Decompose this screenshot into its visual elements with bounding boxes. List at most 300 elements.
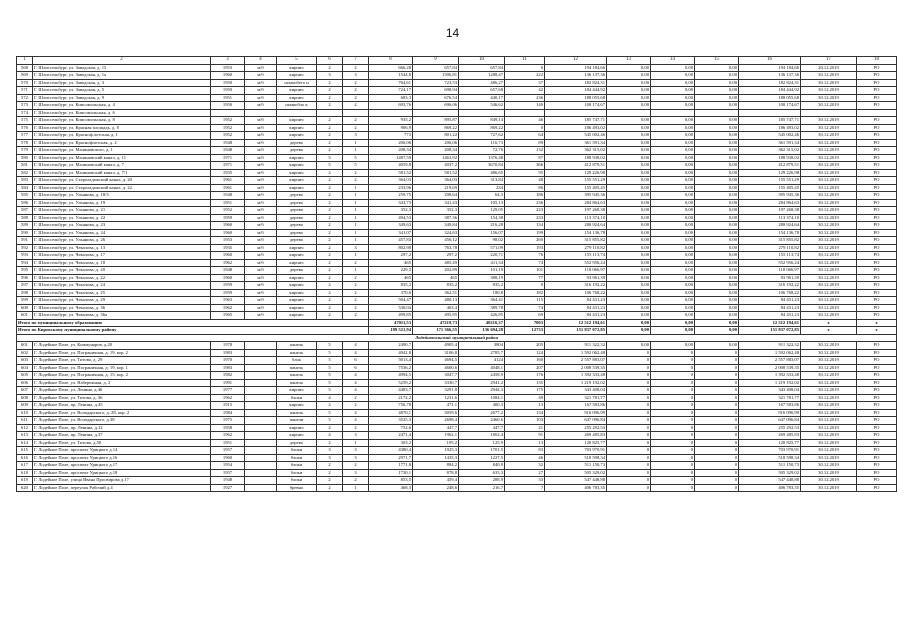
table-cell: 0 (505, 282, 545, 290)
table-cell: 0 (651, 484, 695, 492)
table-cell: 124 (505, 349, 545, 357)
table-cell: РО (857, 94, 897, 102)
table-cell: 0 (651, 432, 695, 440)
table-cell: 129 226,98 (739, 169, 801, 177)
table-cell: 647 096,84 (545, 417, 607, 425)
table-cell: 0 (651, 417, 695, 425)
table-cell: 5 (343, 162, 369, 170)
table-cell: РО (857, 64, 897, 72)
table-cell: 587 (17, 207, 33, 215)
table-cell: 1962 (211, 304, 245, 312)
table-cell: 84 431,23 (739, 312, 801, 320)
table-cell: РО (857, 177, 897, 185)
table-cell: 1 (343, 184, 369, 192)
table-cell: 2 (317, 244, 343, 252)
table-cell: 194 184,66 (739, 64, 801, 72)
table-cell: 0,00 (695, 64, 739, 72)
table-cell: 0,00 (607, 214, 651, 222)
table-cell: 116,73 (459, 139, 505, 147)
table-cell: 607 (17, 387, 33, 395)
table-cell: 5 (317, 342, 343, 350)
table-cell: 0,00 (695, 267, 739, 275)
table-cell: 2 (343, 124, 369, 132)
table-cell: 2460,6 (459, 417, 505, 425)
table-cell: 64 (505, 132, 545, 140)
table-cell: 0 (607, 432, 651, 440)
table-cell: 30.12.2019 (801, 394, 857, 402)
table-cell: 30.12.2019 (801, 267, 857, 275)
table-cell: 547 448,88 (739, 477, 801, 485)
table-cell: РО (857, 349, 897, 357)
table-cell: 2941,2 (459, 379, 505, 387)
table-cell: 30.12.2019 (801, 417, 857, 425)
table-cell: 5 (317, 162, 343, 170)
table-cell: 1959 (211, 282, 245, 290)
table-cell: 4048,1 (459, 364, 505, 372)
table-cell: 0,00 (695, 162, 739, 170)
table-cell: 727,62 (459, 132, 505, 140)
table-cell: 0,00 (695, 282, 739, 290)
table-cell: кирпич (277, 94, 317, 102)
table-cell: 1 (343, 222, 369, 230)
table-cell: 0,00 (607, 72, 651, 80)
table-cell: 30.12.2019 (801, 409, 857, 417)
table-cell: Г. Шлиссельбург, ул. Ульянова, д. 23 (33, 222, 211, 230)
table-cell: Г. Лодейное Поле, ул. Пограничная, д. 19, кор. 1 (33, 364, 211, 372)
table-cell: Г. Шлиссельбург, ул. Чекалова, д. 18 (33, 259, 211, 267)
table-cell: 0,00 (607, 147, 651, 155)
table-cell: кирпич (277, 132, 317, 140)
table-cell: 14 (651, 57, 695, 65)
table-cell: 2 (343, 169, 369, 177)
table-cell: 406 783,35 (739, 484, 801, 492)
table-cell: кирпич (277, 252, 317, 260)
table-cell: 0 (651, 402, 695, 410)
table-cell: 617 (17, 462, 33, 470)
table-cell: 2172,2 (369, 394, 413, 402)
table-cell: 361 591,34 (545, 139, 607, 147)
table-cell (245, 409, 277, 417)
table-cell: кирпич (277, 244, 317, 252)
table-cell: 4 (343, 349, 369, 357)
table-cell: Г. Шлиссельбург, ул. Красноф.лотская, д. 1 (33, 132, 211, 140)
table-cell: 136 137,36 (545, 72, 607, 80)
table-cell: 223 (505, 207, 545, 215)
table-cell: 395 945,36 (545, 192, 607, 200)
table-cell: 91 (505, 432, 545, 440)
table-cell: шлакобето н (277, 79, 317, 87)
table-cell: 4380,4 (369, 447, 413, 455)
table-cell: 0,00 (695, 94, 739, 102)
table-cell: 5 (317, 364, 343, 372)
table-cell: 0 (651, 387, 695, 395)
table-cell: 0,00 (607, 124, 651, 132)
table-cell (245, 357, 277, 365)
table-cell: кирпич (277, 282, 317, 290)
table-cell: 2 (317, 177, 343, 185)
table-cell: 0 (607, 364, 651, 372)
table-cell: 1957 (211, 469, 245, 477)
table-cell: 72,76 (459, 147, 505, 155)
table-cell: 156,07 (459, 229, 505, 237)
table-cell: 0 (607, 477, 651, 485)
table-cell: 552 956,24 (545, 259, 607, 267)
table-row (17, 184, 897, 192)
table-cell: 2 (317, 237, 343, 245)
table-cell: 135 (505, 379, 545, 387)
table-cell: кирпич (277, 72, 317, 80)
table-cell: 0 (607, 357, 651, 365)
table-cell (245, 477, 277, 485)
table-cell: РО (857, 139, 897, 147)
table-cell: РО (857, 417, 897, 425)
table-cell: 602 (17, 349, 33, 357)
table-cell: кирпич (277, 387, 317, 395)
table-cell: 106 768,22 (739, 289, 801, 297)
table-cell (245, 109, 277, 117)
table-cell: 185 747,71 (545, 117, 607, 125)
table-cell: РО (857, 304, 897, 312)
table-cell: 0,00 (695, 229, 739, 237)
table-cell (695, 109, 739, 117)
table-cell: 802,98 (369, 244, 413, 252)
table-cell: 1 (343, 139, 369, 147)
table-cell: 188 055,68 (545, 94, 607, 102)
table-cell: 188 938,02 (739, 154, 801, 162)
table-cell: 255 292,53 (545, 424, 607, 432)
table-cell: 0,00 (651, 229, 695, 237)
table-cell: РО (857, 402, 897, 410)
table-cell: 457,83 (369, 237, 413, 245)
table-cell: м/б (245, 259, 277, 267)
table-cell: x (801, 327, 857, 335)
table-cell: 1376,48 (459, 154, 505, 162)
table-cell: 5013,4 (369, 357, 413, 365)
table-cell: 2677,2 (459, 409, 505, 417)
table-cell: кирпич (277, 64, 317, 72)
table-cell: 2785,7 (459, 349, 505, 357)
table-cell: 570 (17, 79, 33, 87)
table-cell: 0 (695, 432, 739, 440)
table-cell: 1962 (211, 394, 245, 402)
table-cell: 30.12.2019 (801, 379, 857, 387)
table-cell: 1 (17, 57, 33, 65)
table-cell: 2 (343, 462, 369, 470)
table-cell: 155 113,74 (545, 252, 607, 260)
table-cell: м/б (245, 87, 277, 95)
table-cell: 3 (343, 132, 369, 140)
table-cell: 236 (505, 199, 545, 207)
table-cell: 1925,3 (413, 447, 459, 455)
table-cell: 4124 (459, 357, 505, 365)
table-cell: 2971,7 (369, 454, 413, 462)
table-cell: 606 (17, 379, 33, 387)
table-cell: 324,63 (413, 229, 459, 237)
table-cell: 2 557 883,07 (545, 357, 607, 365)
table-cell: Г. Шлиссельбург, ул. Чекалова, д. 36а (33, 312, 211, 320)
table-cell: 0,00 (695, 312, 739, 320)
table-cell: 1960 (211, 252, 245, 260)
table-cell: 362 315,02 (545, 147, 607, 155)
table-cell: 185 747,71 (739, 117, 801, 125)
table-row (17, 402, 897, 410)
table-row (17, 169, 897, 177)
table-cell: 1 392 333,48 (545, 372, 607, 380)
table-cell: 4059,8 (369, 162, 413, 170)
table-cell: 3291,8 (413, 387, 459, 395)
table-cell: 155 405,45 (739, 184, 801, 192)
table-cell: РО (857, 79, 897, 87)
table-cell: Г. Шлиссельбург, ул. Ульянова, д. 21 (33, 207, 211, 215)
table-cell: 0 (695, 409, 739, 417)
table-cell: 1771,8 (369, 462, 413, 470)
table-cell: 1965 (211, 312, 245, 320)
table-cell: 2 (317, 402, 343, 410)
table-cell: 1 (343, 252, 369, 260)
table-cell: м/б (245, 312, 277, 320)
table-cell: РО (857, 214, 897, 222)
table-cell: 3 (317, 454, 343, 462)
table-cell: 703 970,91 (739, 447, 801, 455)
table-cell: 601 (17, 342, 33, 350)
table-cell: 4942,8 (369, 349, 413, 357)
table-cell: Г. Шлиссельбург, ул. Малиновский канал, д. 7 (33, 162, 211, 170)
table-cell: 176 (505, 372, 545, 380)
table-cell: 0,00 (607, 64, 651, 72)
table-cell: 518 598,34 (545, 454, 607, 462)
table-cell: 0 (695, 394, 739, 402)
table-cell: 1 592 062,48 (739, 349, 801, 357)
table-cell: 113 374,10 (739, 214, 801, 222)
table-row (17, 379, 897, 387)
table-cell: 219,69 (413, 184, 459, 192)
table-cell: 545 002,46 (545, 132, 607, 140)
table-row (17, 244, 897, 252)
table-cell: РО (857, 87, 897, 95)
table-row (17, 102, 897, 110)
table-cell: 657,84 (413, 64, 459, 72)
table-cell: РО (857, 282, 897, 290)
table-cell: 1959 (211, 214, 245, 222)
table-cell: 7 (505, 484, 545, 492)
table-cell: 835,2 (369, 282, 413, 290)
table-cell: РО (857, 237, 897, 245)
table-cell: 1435,3 (413, 454, 459, 462)
table-cell: РО (857, 462, 897, 470)
table-cell (545, 109, 607, 117)
table-cell: 5259,2 (369, 379, 413, 387)
table-cell: 916 096,99 (739, 409, 801, 417)
table-cell: 1954 (211, 462, 245, 470)
table-cell: кирпич (277, 162, 317, 170)
table-cell: 2 (317, 222, 343, 230)
table-cell: м/б (245, 274, 277, 282)
table-cell: бревно (277, 484, 317, 492)
table-cell: 248,6 (413, 484, 459, 492)
table-cell: 0,00 (607, 274, 651, 282)
table-cell: 0,00 (607, 79, 651, 87)
table-cell: 349,63 (369, 222, 413, 230)
table-cell: 4037,2 (413, 162, 459, 170)
table-row (17, 267, 897, 275)
table-cell: 0 (607, 447, 651, 455)
table-cell: 47011,53 (369, 319, 413, 327)
table-cell: 601 (17, 312, 33, 320)
table-cell: 30.12.2019 (801, 154, 857, 162)
table-cell: дерево (277, 199, 317, 207)
table-cell: 2 (317, 424, 343, 432)
table-cell: 352,3 (413, 207, 459, 215)
table-cell: 2 (317, 297, 343, 305)
table-cell: м/б (245, 199, 277, 207)
table-cell: 2 (343, 259, 369, 267)
table-cell: 0,00 (651, 312, 695, 320)
table-cell: 30.12.2019 (801, 432, 857, 440)
table-cell: 4 (343, 342, 369, 350)
table-cell: 321 781,77 (739, 394, 801, 402)
table-cell: 77 (505, 274, 545, 282)
table-cell: 2 (317, 199, 343, 207)
table-cell: 0 (607, 349, 651, 357)
table-cell: 0,00 (651, 177, 695, 185)
table-cell: 352,3 (369, 207, 413, 215)
table-cell: 465 (369, 259, 413, 267)
table-cell: 588 (17, 214, 33, 222)
table-cell: 118 066,97 (739, 267, 801, 275)
table-cell: 0,00 (607, 282, 651, 290)
table-cell: 30.12.2019 (801, 169, 857, 177)
table-cell: 30.12.2019 (801, 102, 857, 110)
table-cell: Г. Лодейное Поле, ул. Пограничная, д. 15, кор. 2 (33, 372, 211, 380)
table-cell: 585 (17, 192, 33, 200)
table-cell: 586 (17, 199, 33, 207)
table-cell: 186 493,02 (545, 124, 607, 132)
table-cell: 666,28 (369, 64, 413, 72)
table-cell: 1948 (211, 147, 245, 155)
table-cell: 0,00 (607, 319, 651, 327)
table-cell: Г. Шлиссельбург, ул. Заводская, д. 9 (33, 94, 211, 102)
table-cell: кирпич (277, 289, 317, 297)
table-cell: 155 405,45 (545, 184, 607, 192)
table-cell: 471,1 (413, 402, 459, 410)
table-cell: панель (277, 379, 317, 387)
table-cell: 316 192,22 (545, 282, 607, 290)
table-cell: 1975 (211, 417, 245, 425)
table-cell: 30.12.2019 (801, 349, 857, 357)
table-cell: 1971 (211, 162, 245, 170)
table-cell: РО (857, 102, 897, 110)
table-cell: 193 (505, 244, 545, 252)
table-cell: 279 110,82 (545, 244, 607, 252)
table-cell: 364,41 (459, 297, 505, 305)
table-cell: Г. Шлиссельбург, ул. Староладожский канал, д. 20 (33, 177, 211, 185)
table-cell: 30.12.2019 (801, 439, 857, 447)
table-cell: 1701,5 (459, 447, 505, 455)
table-cell: 440,17 (459, 94, 505, 102)
table-cell: 0,00 (695, 117, 739, 125)
table-cell: м/б (245, 117, 277, 125)
table-cell: 1 (343, 439, 369, 447)
table-cell: м/б (245, 184, 277, 192)
table-cell: 0,00 (695, 154, 739, 162)
table-cell: 0,00 (695, 244, 739, 252)
table-cell: 0,00 (607, 117, 651, 125)
table-cell: 154 136,78 (545, 229, 607, 237)
table-cell: м/б (245, 267, 277, 275)
table-cell: 647 096,84 (739, 417, 801, 425)
table-cell: 2 (343, 312, 369, 320)
table-cell: 0,00 (651, 207, 695, 215)
table-cell: м/б (245, 244, 277, 252)
table-cell: кирпич (277, 304, 317, 312)
table-cell: 619 (17, 477, 33, 485)
table-cell: 0 (695, 424, 739, 432)
table-row (17, 132, 897, 140)
table-cell: м/б (245, 139, 277, 147)
table-cell: кирпич (277, 259, 317, 267)
table-cell: 884,2 (413, 462, 459, 470)
table-cell: 0,00 (651, 64, 695, 72)
table-cell: 2 (317, 259, 343, 267)
table-cell: 1 (343, 199, 369, 207)
table-cell: 106 768,22 (545, 289, 607, 297)
table-row (17, 222, 897, 230)
table-cell: 2 (343, 87, 369, 95)
table-cell: 1 (343, 147, 369, 155)
table-cell: 2 (317, 64, 343, 72)
table-cell: 0 (695, 462, 739, 470)
table-cell: 208,34 (369, 147, 413, 155)
table-cell: 151 837 072,85 (545, 327, 607, 335)
table-cell: Г. Лодейное Поле, переулок Рабочий д.4 (33, 484, 211, 492)
table-cell: 30.12.2019 (801, 117, 857, 125)
table-cell: кирпич (277, 274, 317, 282)
table-cell (607, 109, 651, 117)
table-cell: 3106,8 (413, 349, 459, 357)
table-row (17, 154, 897, 162)
table-cell: 0,00 (695, 87, 739, 95)
table-cell: 547 448,88 (545, 477, 607, 485)
table-cell: РО (857, 357, 897, 365)
table-cell: 134 (505, 409, 545, 417)
table-cell (317, 109, 343, 117)
table-cell: 4994,5 (369, 372, 413, 380)
table-cell: 590 (17, 229, 33, 237)
table-cell: 30.12.2019 (801, 297, 857, 305)
table-cell: 1953 (211, 237, 245, 245)
table-cell: 105,13 (459, 199, 505, 207)
table-row (17, 297, 897, 305)
table-cell: Г. Лодейное Поле, проспект Урицкого д.16 (33, 454, 211, 462)
table-cell: панель (277, 342, 317, 350)
table-cell: 485,49 (413, 259, 459, 267)
table-cell: 2 (317, 282, 343, 290)
table-cell: x (857, 327, 897, 335)
table-cell: РО (857, 169, 897, 177)
table-cell: 583 (17, 177, 33, 185)
table-cell: Г. Лодейное Поле, ул. Володарского, д.38 (33, 417, 211, 425)
table-cell: 182 824,31 (545, 79, 607, 87)
table-cell: 115 (505, 297, 545, 305)
table-cell: 2 (317, 484, 343, 492)
table-cell: 2 (317, 312, 343, 320)
table-cell: 1730,1 (369, 469, 413, 477)
table-cell: 233,96 (369, 184, 413, 192)
table-row (17, 289, 897, 297)
table-cell: 0,00 (651, 147, 695, 155)
table-cell: 2 008 539,35 (739, 364, 801, 372)
table-cell: 1961 (211, 177, 245, 185)
